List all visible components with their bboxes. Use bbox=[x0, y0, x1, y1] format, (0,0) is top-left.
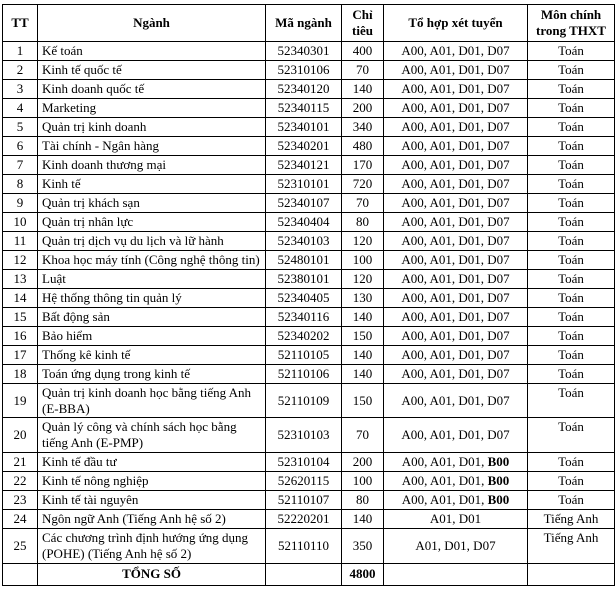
cell-nganh: Thống kê kinh tế bbox=[38, 345, 266, 364]
cell-to-hop bbox=[384, 418, 528, 453]
cell-to-hop bbox=[384, 231, 528, 250]
table-row bbox=[3, 529, 615, 564]
cell-mon-chinh: Toán bbox=[528, 98, 615, 117]
cell-to-hop bbox=[384, 472, 528, 491]
cell-chi-tieu: 100 bbox=[342, 250, 384, 269]
cell-chi-tieu: 200 bbox=[342, 453, 384, 472]
cell-mon-chinh: Toán bbox=[528, 383, 615, 418]
cell-chi-tieu: 130 bbox=[342, 288, 384, 307]
cell-nganh: Các chương trình định hướng ứng dụng (POHE) (Tiếng Anh hệ số 2) bbox=[38, 529, 266, 564]
cell-chi-tieu: 200 bbox=[342, 98, 384, 117]
table-row bbox=[3, 60, 615, 79]
cell-chi-tieu: 80 bbox=[342, 491, 384, 510]
to-hop-text: A00, A01, D01, D07 bbox=[401, 42, 510, 58]
cell-to-hop bbox=[384, 307, 528, 326]
cell-to-hop bbox=[384, 288, 528, 307]
cell-nganh: Kinh doanh thương mại bbox=[38, 155, 266, 174]
cell-ma-nganh: 52340107 bbox=[266, 193, 342, 212]
table-row bbox=[3, 345, 615, 364]
cell-ma-nganh: 52340120 bbox=[266, 79, 342, 98]
cell-chi-tieu: 120 bbox=[342, 231, 384, 250]
total-row bbox=[3, 563, 615, 585]
cell-ma-nganh: 52340116 bbox=[266, 307, 342, 326]
cell-tt: 7 bbox=[3, 155, 38, 174]
to-hop-text: A00, A01, D01, D07 bbox=[401, 99, 510, 115]
cell-chi-tieu: 480 bbox=[342, 136, 384, 155]
table-row bbox=[3, 491, 615, 510]
cell-to-hop bbox=[384, 117, 528, 136]
table-row bbox=[3, 136, 615, 155]
cell-to-hop bbox=[384, 510, 528, 529]
cell-chi-tieu: 70 bbox=[342, 418, 384, 453]
cell-ma-nganh: 52110105 bbox=[266, 345, 342, 364]
total-to-hop-cell bbox=[384, 563, 528, 585]
total-chi-tieu: 4800 bbox=[342, 563, 384, 585]
cell-mon-chinh: Toán bbox=[528, 79, 615, 98]
table-row bbox=[3, 453, 615, 472]
to-hop-text: A01, D01, D07 bbox=[415, 538, 496, 554]
cell-ma-nganh: 52310103 bbox=[266, 418, 342, 453]
cell-chi-tieu: 140 bbox=[342, 345, 384, 364]
cell-ma-nganh: 52340103 bbox=[266, 231, 342, 250]
admission-quota-table bbox=[2, 4, 615, 586]
cell-mon-chinh: Tiếng Anh bbox=[528, 529, 615, 564]
cell-nganh: Tài chính - Ngân hàng bbox=[38, 136, 266, 155]
cell-mon-chinh: Toán bbox=[528, 155, 615, 174]
cell-mon-chinh: Toán bbox=[528, 117, 615, 136]
cell-ma-nganh: 52310101 bbox=[266, 174, 342, 193]
cell-mon-chinh: Toán bbox=[528, 212, 615, 231]
cell-to-hop bbox=[384, 174, 528, 193]
cell-tt: 21 bbox=[3, 453, 38, 472]
header-mon-chinh: Môn chính trong THXT bbox=[528, 5, 615, 42]
cell-mon-chinh: Toán bbox=[528, 491, 615, 510]
cell-tt: 6 bbox=[3, 136, 38, 155]
cell-chi-tieu: 140 bbox=[342, 364, 384, 383]
cell-nganh: Quản lý công và chính sách học bằng tiếng Anh (E-PMP) bbox=[38, 418, 266, 453]
cell-to-hop bbox=[384, 491, 528, 510]
to-hop-text: A00, A01, D01, D07 bbox=[401, 194, 510, 210]
to-hop-text: A00, A01, D01, D07 bbox=[401, 251, 510, 267]
cell-mon-chinh: Toán bbox=[528, 174, 615, 193]
cell-nganh: Hệ thống thông tin quản lý bbox=[38, 288, 266, 307]
cell-nganh: Khoa học máy tính (Công nghệ thông tin) bbox=[38, 250, 266, 269]
header-row bbox=[3, 5, 615, 42]
header-nganh: Ngành bbox=[38, 5, 266, 42]
table-row bbox=[3, 193, 615, 212]
cell-mon-chinh: Toán bbox=[528, 60, 615, 79]
cell-tt: 16 bbox=[3, 326, 38, 345]
table-row bbox=[3, 472, 615, 491]
to-hop-text: A00, A01, D01, bbox=[401, 473, 488, 489]
cell-to-hop bbox=[384, 529, 528, 564]
cell-chi-tieu: 140 bbox=[342, 307, 384, 326]
cell-mon-chinh: Toán bbox=[528, 453, 615, 472]
cell-mon-chinh: Toán bbox=[528, 307, 615, 326]
cell-to-hop bbox=[384, 136, 528, 155]
cell-ma-nganh: 52110109 bbox=[266, 383, 342, 418]
cell-ma-nganh: 52340115 bbox=[266, 98, 342, 117]
cell-ma-nganh: 52110106 bbox=[266, 364, 342, 383]
cell-tt: 15 bbox=[3, 307, 38, 326]
cell-ma-nganh: 52110107 bbox=[266, 491, 342, 510]
cell-nganh: Kinh tế nông nghiệp bbox=[38, 472, 266, 491]
to-hop-text: A00, A01, D01, D07 bbox=[401, 232, 510, 248]
cell-nganh: Quản trị dịch vụ du lịch và lữ hành bbox=[38, 231, 266, 250]
cell-nganh: Kinh tế bbox=[38, 174, 266, 193]
cell-tt: 23 bbox=[3, 491, 38, 510]
total-tt-cell bbox=[3, 563, 38, 585]
cell-tt: 22 bbox=[3, 472, 38, 491]
cell-tt: 8 bbox=[3, 174, 38, 193]
to-hop-text: A00, A01, D01, D07 bbox=[401, 392, 510, 408]
cell-ma-nganh: 52380101 bbox=[266, 269, 342, 288]
cell-to-hop bbox=[384, 326, 528, 345]
cell-nganh: Ngôn ngữ Anh (Tiếng Anh hệ số 2) bbox=[38, 510, 266, 529]
cell-to-hop bbox=[384, 98, 528, 117]
to-hop-text: A00, A01, D01, D07 bbox=[401, 61, 510, 77]
table-row bbox=[3, 212, 615, 231]
total-ma-cell bbox=[266, 563, 342, 585]
cell-to-hop bbox=[384, 41, 528, 60]
table-row bbox=[3, 41, 615, 60]
cell-ma-nganh: 52340202 bbox=[266, 326, 342, 345]
cell-ma-nganh: 52340301 bbox=[266, 41, 342, 60]
to-hop-text: A00, A01, D01, D07 bbox=[401, 289, 510, 305]
cell-mon-chinh: Toán bbox=[528, 269, 615, 288]
cell-nganh: Kinh tế quốc tế bbox=[38, 60, 266, 79]
table-row bbox=[3, 250, 615, 269]
cell-nganh: Quản trị khách sạn bbox=[38, 193, 266, 212]
to-hop-bold-text: B00 bbox=[487, 473, 510, 489]
table-row bbox=[3, 79, 615, 98]
cell-mon-chinh: Toán bbox=[528, 136, 615, 155]
table-row bbox=[3, 117, 615, 136]
cell-to-hop bbox=[384, 345, 528, 364]
cell-nganh: Kế toán bbox=[38, 41, 266, 60]
cell-to-hop bbox=[384, 250, 528, 269]
to-hop-text: A00, A01, D01, D07 bbox=[401, 156, 510, 172]
to-hop-text: A00, A01, D01, D07 bbox=[401, 327, 510, 343]
cell-to-hop bbox=[384, 453, 528, 472]
cell-mon-chinh: Toán bbox=[528, 288, 615, 307]
cell-ma-nganh: 52340405 bbox=[266, 288, 342, 307]
cell-nganh: Quản trị kinh doanh bbox=[38, 117, 266, 136]
cell-mon-chinh: Toán bbox=[528, 418, 615, 453]
to-hop-text: A00, A01, D01, D07 bbox=[401, 137, 510, 153]
cell-ma-nganh: 52310104 bbox=[266, 453, 342, 472]
cell-mon-chinh: Toán bbox=[528, 345, 615, 364]
cell-nganh: Bảo hiểm bbox=[38, 326, 266, 345]
cell-chi-tieu: 100 bbox=[342, 472, 384, 491]
table-body bbox=[3, 41, 615, 563]
table-row bbox=[3, 326, 615, 345]
to-hop-text: A00, A01, D01, D07 bbox=[401, 213, 510, 229]
cell-nganh: Marketing bbox=[38, 98, 266, 117]
cell-tt: 25 bbox=[3, 529, 38, 564]
cell-to-hop bbox=[384, 60, 528, 79]
to-hop-bold-text: B00 bbox=[487, 492, 510, 508]
cell-chi-tieu: 140 bbox=[342, 510, 384, 529]
cell-ma-nganh: 52340101 bbox=[266, 117, 342, 136]
cell-to-hop bbox=[384, 383, 528, 418]
cell-nganh: Bất động sản bbox=[38, 307, 266, 326]
cell-chi-tieu: 80 bbox=[342, 212, 384, 231]
total-label: TỔNG SỐ bbox=[38, 563, 266, 585]
table-row bbox=[3, 98, 615, 117]
cell-to-hop bbox=[384, 364, 528, 383]
cell-ma-nganh: 52310106 bbox=[266, 60, 342, 79]
cell-tt: 19 bbox=[3, 383, 38, 418]
cell-chi-tieu: 170 bbox=[342, 155, 384, 174]
cell-tt: 14 bbox=[3, 288, 38, 307]
header-to-hop: Tổ hợp xét tuyển bbox=[384, 5, 528, 42]
cell-tt: 2 bbox=[3, 60, 38, 79]
cell-tt: 17 bbox=[3, 345, 38, 364]
cell-ma-nganh: 52480101 bbox=[266, 250, 342, 269]
cell-tt: 4 bbox=[3, 98, 38, 117]
header-chi-tieu: Chỉ tiêu bbox=[342, 5, 384, 42]
cell-ma-nganh: 52340201 bbox=[266, 136, 342, 155]
cell-chi-tieu: 120 bbox=[342, 269, 384, 288]
cell-mon-chinh: Toán bbox=[528, 231, 615, 250]
cell-tt: 10 bbox=[3, 212, 38, 231]
cell-chi-tieu: 150 bbox=[342, 326, 384, 345]
cell-nganh: Kinh tế tài nguyên bbox=[38, 491, 266, 510]
cell-chi-tieu: 150 bbox=[342, 383, 384, 418]
cell-nganh: Luật bbox=[38, 269, 266, 288]
to-hop-text: A00, A01, D01, D07 bbox=[401, 365, 510, 381]
cell-tt: 18 bbox=[3, 364, 38, 383]
table-row bbox=[3, 510, 615, 529]
to-hop-text: A00, A01, D01, D07 bbox=[401, 270, 510, 286]
cell-ma-nganh: 52220201 bbox=[266, 510, 342, 529]
cell-tt: 9 bbox=[3, 193, 38, 212]
cell-tt: 13 bbox=[3, 269, 38, 288]
table-row bbox=[3, 418, 615, 453]
header-tt: TT bbox=[3, 5, 38, 42]
cell-to-hop bbox=[384, 79, 528, 98]
to-hop-text: A00, A01, D01, D07 bbox=[401, 346, 510, 362]
cell-mon-chinh: Toán bbox=[528, 41, 615, 60]
cell-chi-tieu: 340 bbox=[342, 117, 384, 136]
to-hop-bold-text: B00 bbox=[487, 454, 510, 470]
to-hop-text: A00, A01, D01, D07 bbox=[401, 118, 510, 134]
table-row bbox=[3, 155, 615, 174]
cell-chi-tieu: 720 bbox=[342, 174, 384, 193]
cell-tt: 11 bbox=[3, 231, 38, 250]
cell-tt: 5 bbox=[3, 117, 38, 136]
cell-chi-tieu: 70 bbox=[342, 60, 384, 79]
cell-nganh: Kinh tế đầu tư bbox=[38, 453, 266, 472]
total-mon-cell bbox=[528, 563, 615, 585]
table-row bbox=[3, 307, 615, 326]
cell-to-hop bbox=[384, 193, 528, 212]
cell-ma-nganh: 52340404 bbox=[266, 212, 342, 231]
cell-chi-tieu: 140 bbox=[342, 79, 384, 98]
cell-tt: 12 bbox=[3, 250, 38, 269]
cell-to-hop bbox=[384, 212, 528, 231]
cell-chi-tieu: 400 bbox=[342, 41, 384, 60]
cell-tt: 24 bbox=[3, 510, 38, 529]
cell-chi-tieu: 70 bbox=[342, 193, 384, 212]
to-hop-text: A00, A01, D01, D07 bbox=[401, 308, 510, 324]
table-row bbox=[3, 364, 615, 383]
cell-ma-nganh: 52110110 bbox=[266, 529, 342, 564]
cell-mon-chinh: Tiếng Anh bbox=[528, 510, 615, 529]
header-ma-nganh: Mã ngành bbox=[266, 5, 342, 42]
cell-chi-tieu: 350 bbox=[342, 529, 384, 564]
cell-nganh: Quản trị kinh doanh học bằng tiếng Anh (E-BBA) bbox=[38, 383, 266, 418]
to-hop-text: A00, A01, D01, D07 bbox=[401, 80, 510, 96]
cell-nganh: Toán ứng dụng trong kinh tế bbox=[38, 364, 266, 383]
cell-to-hop bbox=[384, 155, 528, 174]
to-hop-text: A00, A01, D01, bbox=[401, 492, 488, 508]
cell-mon-chinh: Toán bbox=[528, 326, 615, 345]
cell-mon-chinh: Toán bbox=[528, 364, 615, 383]
table-row bbox=[3, 269, 615, 288]
cell-mon-chinh: Toán bbox=[528, 472, 615, 491]
to-hop-text: A00, A01, D01, D07 bbox=[401, 427, 510, 443]
cell-nganh: Kinh doanh quốc tế bbox=[38, 79, 266, 98]
cell-nganh: Quản trị nhân lực bbox=[38, 212, 266, 231]
table-row bbox=[3, 174, 615, 193]
cell-tt: 20 bbox=[3, 418, 38, 453]
cell-mon-chinh: Toán bbox=[528, 193, 615, 212]
cell-tt: 3 bbox=[3, 79, 38, 98]
cell-to-hop bbox=[384, 269, 528, 288]
to-hop-text: A00, A01, D01, bbox=[401, 454, 488, 470]
to-hop-text: A00, A01, D01, D07 bbox=[401, 175, 510, 191]
to-hop-text: A01, D01 bbox=[429, 511, 482, 527]
table-row bbox=[3, 383, 615, 418]
table-row bbox=[3, 231, 615, 250]
table-row bbox=[3, 288, 615, 307]
cell-ma-nganh: 52340121 bbox=[266, 155, 342, 174]
cell-ma-nganh: 52620115 bbox=[266, 472, 342, 491]
cell-mon-chinh: Toán bbox=[528, 250, 615, 269]
cell-tt: 1 bbox=[3, 41, 38, 60]
